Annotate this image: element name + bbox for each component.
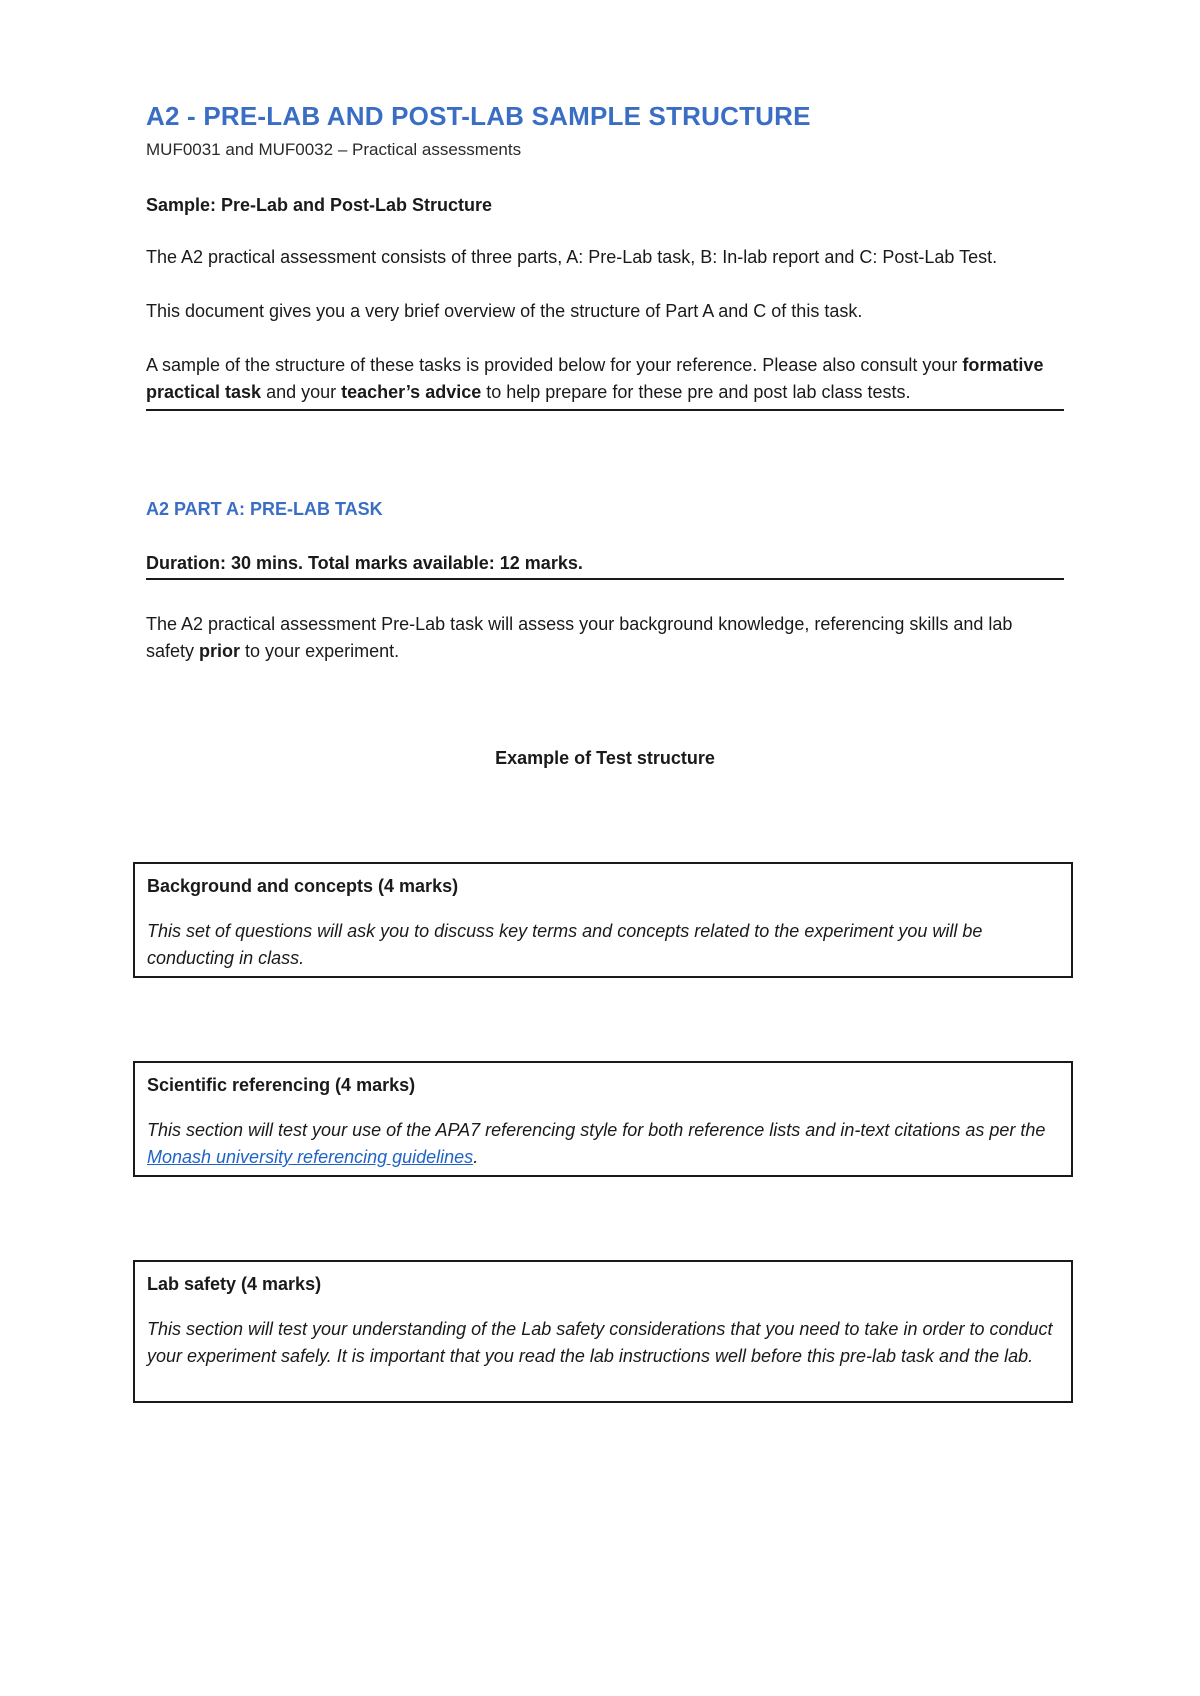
section-title-referencing: Scientific referencing (4 marks) — [147, 1075, 416, 1095]
section-text-lab-safety: This section will test your understanding of the Lab safety considerations that you need to take in order to conduct your experiment safely. It is important that you read the lab instructions well before this pre-lab task and the lab. — [147, 1319, 1053, 1366]
part-a-duration: Duration: 30 mins. Total marks available: 12 marks. — [146, 553, 583, 573]
section-text-referencing-before: This section will test your use of the APA7 referencing style for both reference lists and in-text citations as per the — [147, 1120, 1046, 1140]
intro-reference-text-2: and your — [261, 382, 342, 402]
intro-paragraph-parts: The A2 practical assessment consists of three parts, A: Pre-Lab task, B: In-lab report and C: Post-Lab Test. — [146, 247, 998, 267]
monash-guidelines-link[interactable]: Monash university referencing guidelines — [147, 1147, 474, 1167]
section-text-referencing — [147, 1117, 1059, 1171]
part-a-description-text-2: to your experiment. — [240, 641, 400, 661]
intro-reference-bold-teacher: teacher’s advice — [341, 382, 482, 402]
part-a-description-bold-prior: prior — [199, 641, 241, 661]
intro-reference-text-3: to help prepare for these pre and post lab class tests. — [481, 382, 911, 402]
intro-reference-bold-formative: formative practical task — [146, 355, 1044, 402]
intro-heading: Sample: Pre-Lab and Post-Lab Structure — [146, 195, 493, 215]
section-text-background: This set of questions will ask you to discuss key terms and concepts related to the experiment you will be conducting in class. — [147, 921, 983, 968]
intro-paragraph-overview: This document gives you a very brief overview of the structure of Part A and C of this task. — [146, 301, 863, 321]
intro-divider — [146, 409, 1064, 411]
part-a-description-text-1: The A2 practical assessment Pre-Lab task will assess your background knowledge, referencing skills and lab safety — [146, 614, 1013, 661]
part-a-description — [146, 611, 1064, 665]
part-a-divider — [146, 578, 1064, 580]
section-text-referencing-after: . — [473, 1147, 479, 1167]
document-content — [146, 100, 1064, 770]
document-title: A2 - PRE-LAB AND POST-LAB SAMPLE STRUCTURE — [146, 101, 811, 131]
document-subtitle: MUF0031 and MUF0032 – Practical assessments — [146, 140, 522, 159]
intro-paragraph-reference — [146, 352, 1064, 406]
intro-reference-text-1: A sample of the structure of these tasks is provided below for your reference. Please also consult your — [146, 355, 963, 375]
section-box-background — [133, 862, 1073, 978]
section-box-lab-safety — [133, 1260, 1073, 1403]
section-box-referencing — [133, 1061, 1073, 1177]
part-a-heading: A2 PART A: PRE-LAB TASK — [146, 499, 383, 519]
section-title-lab-safety: Lab safety (4 marks) — [147, 1274, 322, 1294]
example-heading: Example of Test structure — [495, 748, 715, 768]
section-title-background: Background and concepts (4 marks) — [147, 876, 459, 896]
